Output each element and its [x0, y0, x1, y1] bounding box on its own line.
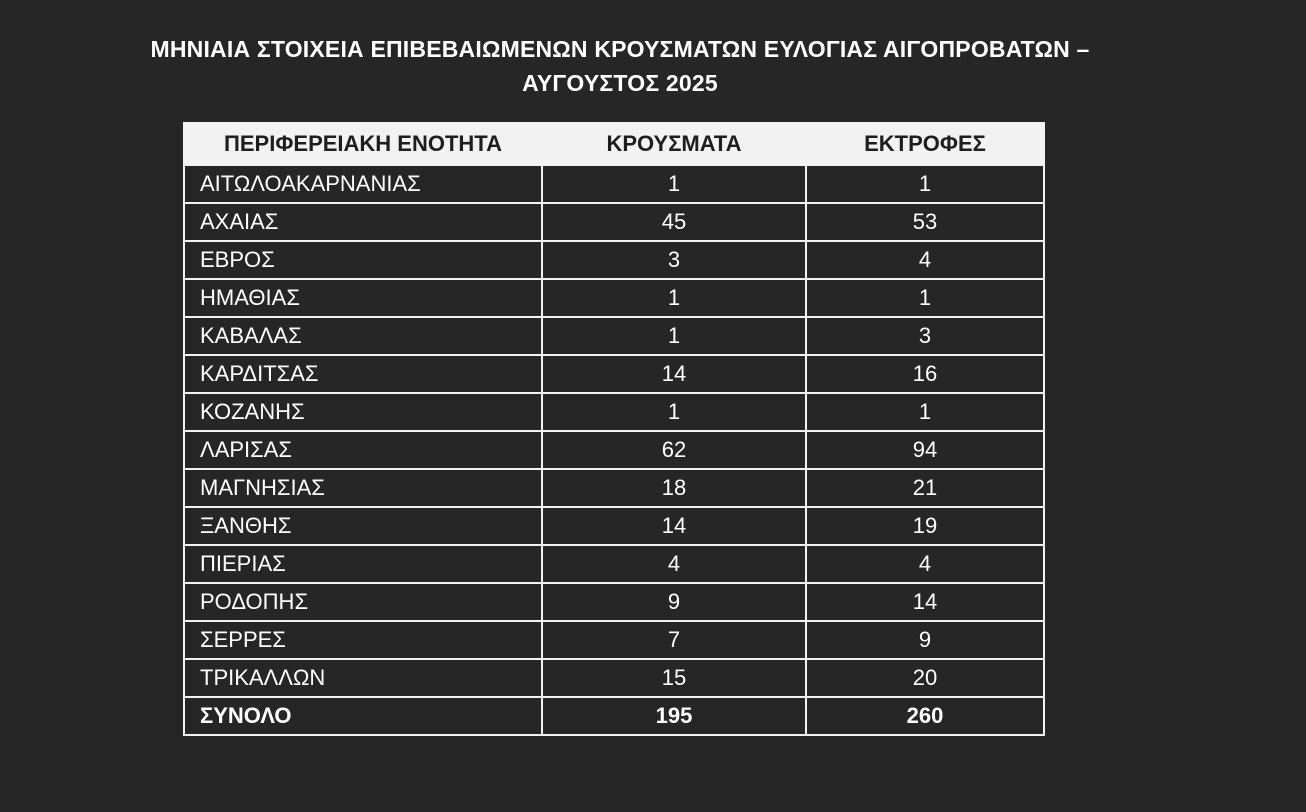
table-total-row [184, 697, 1044, 735]
cell-farms: 53 [806, 203, 1044, 241]
cell-region: ΡΟΔΟΠΗΣ [184, 583, 542, 621]
cell-cases: 15 [542, 659, 806, 697]
cell-cases: 62 [542, 431, 806, 469]
cell-cases: 18 [542, 469, 806, 507]
table-row [184, 203, 1044, 241]
table-row [184, 431, 1044, 469]
cell-farms: 9 [806, 621, 1044, 659]
cell-cases: 9 [542, 583, 806, 621]
cell-farms: 260 [806, 697, 1044, 735]
table-row [184, 545, 1044, 583]
cell-farms: 1 [806, 279, 1044, 317]
table-row [184, 241, 1044, 279]
table-row [184, 317, 1044, 355]
cell-region: ΚΟΖΑΝΗΣ [184, 393, 542, 431]
cell-region: ΚΑΒΑΛΑΣ [184, 317, 542, 355]
cell-farms: 16 [806, 355, 1044, 393]
cell-cases: 1 [542, 317, 806, 355]
cell-region: ΗΜΑΘΙΑΣ [184, 279, 542, 317]
cell-region: ΕΒΡΟΣ [184, 241, 542, 279]
cell-region: ΚΑΡΔΙΤΣΑΣ [184, 355, 542, 393]
cell-farms: 4 [806, 545, 1044, 583]
cell-cases: 14 [542, 355, 806, 393]
cell-cases: 7 [542, 621, 806, 659]
cell-cases: 45 [542, 203, 806, 241]
cell-farms: 94 [806, 431, 1044, 469]
cell-farms: 19 [806, 507, 1044, 545]
cell-cases: 1 [542, 393, 806, 431]
table-row [184, 621, 1044, 659]
cell-region: ΑΧΑΙΑΣ [184, 203, 542, 241]
header-region: ΠΕΡΙΦΕΡΕΙΑΚΗ ΕΝΟΤΗΤΑ [184, 123, 542, 165]
title-line-1: ΜΗΝΙΑΙΑ ΣΤΟΙΧΕΙΑ ΕΠΙΒΕΒΑΙΩΜΕΝΩΝ ΚΡΟΥΣΜΑΤΩΝ ΕΥΛΟΓΙΑΣ ΑΙΓΟΠΡΟΒΑΤΩΝ – [150, 36, 1090, 62]
header-farms: ΕΚΤΡΟΦΕΣ [806, 123, 1044, 165]
cell-farms: 14 [806, 583, 1044, 621]
table-body [184, 165, 1044, 735]
table-row [184, 165, 1044, 203]
cell-farms: 1 [806, 393, 1044, 431]
cell-farms: 3 [806, 317, 1044, 355]
cell-farms: 4 [806, 241, 1044, 279]
table-row [184, 659, 1044, 697]
title-line-2: ΑΥΓΟΥΣΤΟΣ 2025 [522, 70, 718, 96]
cell-cases: 14 [542, 507, 806, 545]
cell-region: ΞΑΝΘΗΣ [184, 507, 542, 545]
cell-cases: 4 [542, 545, 806, 583]
table-row [184, 469, 1044, 507]
cell-cases: 1 [542, 279, 806, 317]
cell-cases: 3 [542, 241, 806, 279]
table-row [184, 583, 1044, 621]
table-row [184, 393, 1044, 431]
table-header-row [184, 123, 1044, 165]
table-row [184, 279, 1044, 317]
cell-region: ΣΥΝΟΛΟ [184, 697, 542, 735]
page-title [0, 32, 1240, 100]
cell-farms: 1 [806, 165, 1044, 203]
cell-region: ΤΡΙΚΑΛΛΩΝ [184, 659, 542, 697]
cases-table [183, 122, 1045, 736]
cell-region: ΣΕΡΡΕΣ [184, 621, 542, 659]
table-row [184, 355, 1044, 393]
cell-region: ΛΑΡΙΣΑΣ [184, 431, 542, 469]
cell-region: ΑΙΤΩΛΟΑΚΑΡΝΑΝΙΑΣ [184, 165, 542, 203]
cell-region: ΠΙΕΡΙΑΣ [184, 545, 542, 583]
cell-cases: 195 [542, 697, 806, 735]
header-cases: ΚΡΟΥΣΜΑΤΑ [542, 123, 806, 165]
cell-cases: 1 [542, 165, 806, 203]
cell-region: ΜΑΓΝΗΣΙΑΣ [184, 469, 542, 507]
cell-farms: 20 [806, 659, 1044, 697]
table-row [184, 507, 1044, 545]
cell-farms: 21 [806, 469, 1044, 507]
